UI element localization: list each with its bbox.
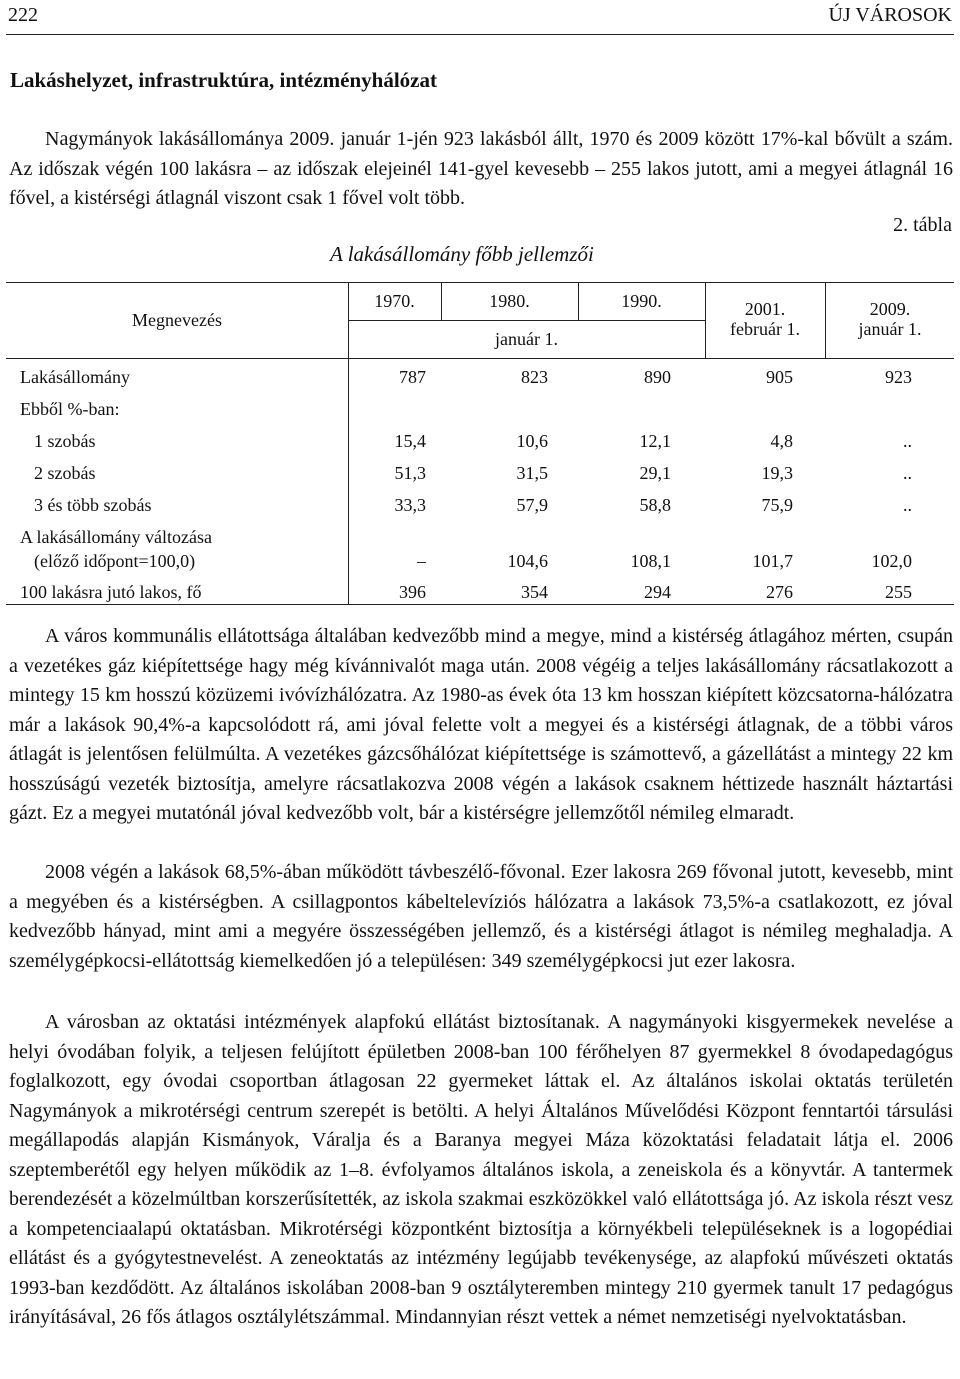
table-header-subrule	[348, 320, 705, 321]
table-stub-divider	[348, 282, 349, 604]
table-cell: 12,1	[639, 431, 671, 451]
table-cell: 4,8	[770, 431, 793, 451]
table-cell: 102,0	[871, 551, 912, 571]
table-header-cell: február 1.	[730, 319, 800, 339]
page-number: 222	[8, 4, 38, 26]
table-col-divider	[825, 282, 826, 358]
table-header-rule	[6, 358, 954, 359]
table-cell: 276	[766, 582, 793, 602]
table-cell: ..	[903, 431, 912, 451]
table-cell: –	[417, 551, 426, 571]
table-cell: 787	[399, 367, 426, 387]
table-bottom-rule	[6, 604, 954, 605]
table-cell: 354	[521, 582, 548, 602]
table-row-label-continued: (előző időpont=100,0)	[34, 551, 196, 571]
running-title: ÚJ VÁROSOK	[828, 4, 952, 26]
table-cell: ..	[903, 495, 912, 515]
table-cell: 905	[766, 367, 793, 387]
table-row-label: 1 szobás	[34, 431, 96, 451]
table-cell: 396	[399, 582, 426, 602]
table-cell: 33,3	[394, 495, 426, 515]
table-cell: 108,1	[630, 551, 671, 571]
table-row-label: 100 lakásra jutó lakos, fő	[20, 582, 202, 602]
table-cell: 10,6	[516, 431, 548, 451]
table-cell: 19,3	[761, 463, 793, 483]
table-label: 2. tábla	[893, 214, 952, 236]
table-cell: 255	[885, 582, 912, 602]
table-row-label: Lakásállomány	[20, 367, 130, 387]
table-col-divider	[441, 282, 442, 320]
table-stub-header: Megnevezés	[132, 310, 222, 330]
table-row-label: 3 és több szobás	[34, 495, 152, 515]
table-row-label: Ebből %-ban:	[20, 399, 120, 419]
table-header-cell: január 1.	[495, 329, 558, 349]
table-row-label: A lakásállomány változása	[20, 527, 212, 547]
table-cell: 75,9	[761, 495, 793, 515]
table-cell: 58,8	[639, 495, 671, 515]
table-top-rule	[6, 282, 954, 283]
intro-paragraph: Nagymányok lakásállománya 2009. január 1-jén 923 lakásból állt, 1970 és 2009 között 17%-kal bővült a szám. Az időszak végén 100 lakásra – az időszak elejeinél 141-gyel kevesebb – 255 lakos jutott, ami a megyei átlagnál 16 fővel, a kistérségi átlagnál viszont csak 1 fővel volt több.	[9, 128, 953, 209]
table-caption: A lakásállomány főbb jellemzői	[330, 242, 594, 266]
table-header-cell: 1990.	[621, 291, 662, 311]
table-cell: 294	[644, 582, 671, 602]
table-header-cell: 2001.	[744, 299, 786, 319]
table-col-divider	[578, 282, 579, 320]
body-paragraph: 2008 végén a lakások 68,5%-ában működött távbeszélő-fővonal. Ezer lakosra 269 fővonal jutott, kevesebb, mint a megyében és a kistérségben. A csillagpontos kábeltelevíziós hálózatra a lakások 73,5%-a csatlakozott, ez jóval kedvezőbb hányad, mint ami a megyére összességében jellemző, és a kistérségi átlagot is némileg meghaladja. A személygépkocsi-ellátottság kiemelkedően jó a településen: 349 személygépkocsi jut ezer lakosra.	[9, 861, 953, 972]
table-cell: 31,5	[516, 463, 548, 483]
table-header-cell: január 1.	[858, 319, 922, 339]
body-paragraph: A város kommunális ellátottsága általában kedvezőbb mind a megye, mind a kistérség átlagához mérten, csupán a vezetékes gáz kiépítettsége hagy még kívánnivalót maga után. 2008 végéig a teljes lakásállomány rácsatlakozott a mintegy 15 km hosszú közüzemi ivóvízhálózatra. Az 1980-as évek óta 13 km hosszan kiépített közcsatorna-hálózatra már a lakások 90,4%-a kapcsolódott rá, ami jóval felette volt a megyei és a kistérségi átlagnak, de a többi város átlagát is jelentősen felülmúlta. A vezetékes gázcsőhálózat kiépítettsége is számottevő, a gázellátást a mintegy 22 km hosszúságú vezeték biztosítja, amelyre rácsatlakozva 2008 végén a lakások csaknem héttizede használt háztartási gázt. Ez a megyei mutatónál jóval kedvezőbb volt, bár a kistérségre jellemzőtől némileg elmaradt.	[9, 625, 953, 824]
table-cell: 101,7	[752, 551, 793, 571]
table-cell: 823	[521, 367, 548, 387]
table-cell: 923	[885, 367, 912, 387]
table-row-label: 2 szobás	[34, 463, 96, 483]
table-cell: 51,3	[394, 463, 426, 483]
header-divider	[6, 34, 954, 35]
table-cell: 15,4	[394, 431, 426, 451]
table-cell: ..	[903, 463, 912, 483]
table-cell: 104,6	[507, 551, 548, 571]
table-header-cell: 1980.	[489, 291, 530, 311]
table-col-divider	[705, 282, 706, 358]
table-cell: 890	[644, 367, 671, 387]
section-title: Lakáshelyzet, infrastruktúra, intézményhálózat	[10, 68, 437, 92]
table-cell: 29,1	[639, 463, 671, 483]
table-header-cell: 1970.	[374, 291, 415, 311]
body-paragraph: A városban az oktatási intézmények alapfokú ellátást biztosítanak. A nagymányoki kisgyermekek nevelése a helyi óvodában folyik, a teljesen felújított épületben 2008-ban 100 férőhelyen 87 gyermekkel 8 óvodapedagógus foglalkozott, egy óvodai csoportban átlagosan 22 gyermeket láttak el. Az általános iskolai oktatás területén Nagymányok a mikrotérségi centrum szerepét is betölti. A helyi Általános Művelődési Központ fenntartói társulási megállapodás alapján Kismányok, Váralja és a Baranya megyei Máza közoktatási feladatait látja el. 2006 szeptemberétől egy helyen működik az 1–8. évfolyamos általános iskola, a zeneiskola és a könyvtár. A tantermek berendezését a közelmúltban korszerűsítették, az iskola szakmai eszközökkel való ellátottsága jó. Az iskola részt vesz a kompetenciaalapú oktatásban. Mikrotérségi központként biztosítja a környékbeli településeknek is a logopédiai ellátást és a gyógytestnevelést. A zeneoktatás az intézmény legújabb tevékenysége, az alapfokú művészeti oktatás 1993-ban kezdődött. Az általános iskolában 2008-ban 9 osztályteremben mintegy 210 gyermek tanult 17 pedagógus irányításával, 26 fős átlagos osztálylétszámmal. Mindannyian részt vettek a német nemzetiségi nyelvoktatásban.	[9, 1011, 953, 1328]
running-header	[8, 4, 952, 34]
table-header-cell: 2009.	[869, 299, 911, 319]
table-cell: 57,9	[516, 495, 548, 515]
